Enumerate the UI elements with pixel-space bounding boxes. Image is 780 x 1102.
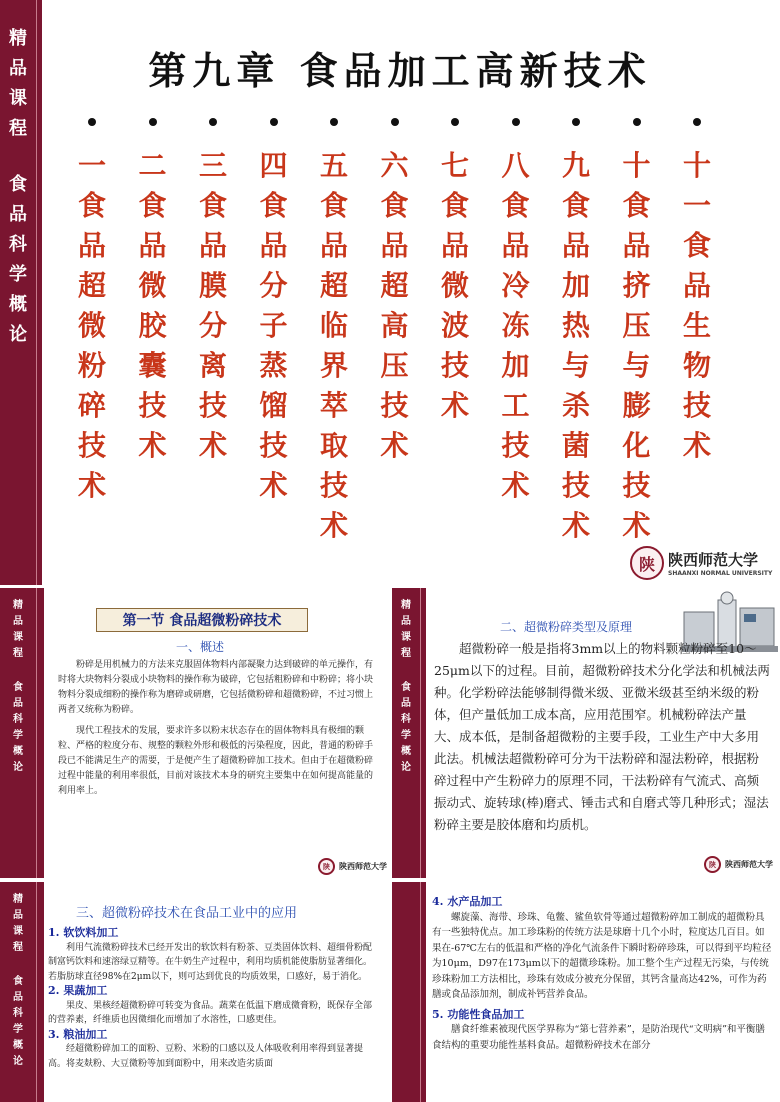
topic-label: 七 食 品 微 波 技 术: [440, 149, 469, 422]
topic-label: 九 食 品 加 热 与 杀 菌 技 术: [561, 149, 590, 542]
topic-label: 二 食 品 微 胶 囊 技 术: [138, 149, 167, 462]
university-name-en: SHAANXI NORMAL UNIVERSITY: [668, 570, 773, 577]
bullet-dot-icon: [149, 118, 157, 126]
chapter-title: 第九章 食品加工高新技术: [148, 48, 652, 93]
topic-label: 三 食 品 膜 分 离 技 术: [198, 149, 227, 462]
topic-column: [496, 118, 536, 506]
slide-applications-cont: [392, 882, 780, 1102]
bullet-dot-icon: [512, 118, 520, 126]
bullet-dot-icon: [209, 118, 217, 126]
band-course-label: 精 品 课 程: [9, 28, 27, 139]
subsection-heading: 三、超微粉碎技术在食品工业中的应用: [76, 906, 298, 921]
university-logo: 陕 陕西师范大学: [318, 858, 387, 875]
topic-column: [375, 118, 415, 466]
bullet-dot-icon: [451, 118, 459, 126]
subsection-heading: 二、超微粉碎类型及原理: [500, 620, 633, 634]
topic-column: [314, 118, 354, 546]
bullet-dot-icon: [270, 118, 278, 126]
university-seal-icon: 陕: [704, 856, 721, 873]
topic-label: 六 食 品 超 高 压 技 术: [380, 149, 409, 462]
topic-column: [133, 118, 173, 466]
bullet-dot-icon: [330, 118, 338, 126]
topic-column: [556, 118, 596, 546]
topic-column: [254, 118, 294, 506]
topic-column: [72, 118, 112, 506]
university-logo: [630, 546, 772, 580]
applications-body: 1. 软饮料加工 利用气流微粉碎技术已经开发出的软饮料有粉茶、豆类固体饮料、超细骨粉配制富钙饮料和速溶绿豆精等。在牛奶生产过程中，利用均质机能使脂肪显著细化。若脂肪球直径98%在2μm以下，则可达到优良的均质效果，口感好，易于消化。 2. 果蔬加工 果皮、果核经超微粉碎可转变为食品。蔬菜在低温下磨成微膏粉，既保存全部的营养素，纤维质也因微细化而增加了水溶性，口感更佳。 3. 粮油加工 经超微粉碎加工的面粉、豆粉、米粉的口感以及人体吸收利用率得到显著提高。将麦麸粉、大豆微粉等加到面粉中，用来改造劣质面: [48, 926, 373, 1069]
slide-applications: [0, 882, 388, 1102]
slide-types-principles: [392, 588, 780, 878]
side-band: 精 品 课 程 食 品 科 学 概 论: [0, 588, 44, 878]
topic-column: [435, 118, 475, 426]
university-name-cn: 陕西师范大学: [668, 551, 759, 569]
topic-column: [677, 118, 717, 466]
side-band: 精 品 课 程 食 品 科 学 概 论: [0, 882, 44, 1102]
section-body: 粉碎是用机械力的方法来克服固体物料内部凝聚力达到破碎的单元操作，有时将大块物料分裂成小块物料的操作称为破碎，它包括粗粉碎和中粉碎；将小块物料分裂成细粉的操作称为磨碎或研磨，它包括微粉碎和超微粉碎，不过习惯上两者又统称为粉碎。 现代工程技术的发展，要求许多以粉末状态存在的固体物料具有极细的颗粒、严格的粒度分布、规整的颗粒外形和极低的污染程度，因此，普通的粉碎手段已不能满足生产的需要，于是便产生了超微粉碎加工技术。但由于在超微粉碎过程中能量的利用率很低，目前对该技术本身的研究主要集中在如何提高能量的利用率上。: [58, 660, 374, 796]
topic-column: [617, 118, 657, 546]
topic-label: 一 食 品 超 微 粉 碎 技 术: [77, 149, 106, 502]
side-band: [392, 882, 426, 1102]
bullet-dot-icon: [572, 118, 580, 126]
topic-label: 五 食 品 超 临 界 萃 取 技 术: [319, 149, 348, 542]
university-seal-icon: 陕: [630, 546, 664, 580]
bullet-dot-icon: [391, 118, 399, 126]
topic-column: [193, 118, 233, 466]
bullet-dot-icon: [693, 118, 701, 126]
applications-body-cont: 4. 水产品加工 螺旋藻、海带、珍珠、龟鳖、鲨鱼软骨等通过超微粉碎加工制成的超微粉具有一些独特优点。加工珍珠粉的传统方法是球磨十几个小时，粒度达几百目。如果在-67℃左右的低温和严格的净化气流条件下瞬时粉碎珍珠，可以得到平均粒径为10μm，D97在173μm以下的超微珍珠粉。加工整个生产过程无污染，与传统珍珠粉加工方法相比，珍珠有效成分被充分保留，其钙含量高达42%，可作为药膳或食品添加剂，制成补钙营养食品。 5. 功能性食品加工 膳食纤维素被现代医学界称为“第七营养素”，是防治现代“文明病”和平衡膳食结构的重要功能性基料食品。超微粉碎技术在部分: [432, 895, 772, 1051]
university-seal-icon: 陕: [318, 858, 335, 875]
section-heading: 第一节 食品超微粉碎技术: [96, 608, 308, 632]
topic-label: 十 一 食 品 生 物 技 术: [682, 149, 711, 462]
slide-section-intro: [0, 588, 388, 878]
types-body: 超微粉碎一般是指将3mm以上的物料颗粒粉碎至10～25μm以下的过程。目前，超微粉碎技术分化学法和机械法两种。化学粉碎法能够制得微米级、亚微米级甚至纳米级的粉体，但产量低加工成本高，应用范围窄。机械粉碎法产量大、成本低，是制备超微粉的主要手段，工业生产中大多用此法。机械法超微粉碎可分为干法粉碎和湿法粉碎，根据粉碎过程中产生粉碎力的原理不同，干法粉碎有气流式、高频振动式、旋转球(棒)磨式、锤击式和自磨式等几种形式；湿法粉碎主要是胶体磨和均质机。: [434, 641, 770, 832]
side-band: [0, 0, 42, 585]
bullet-dot-icon: [633, 118, 641, 126]
side-band: 精 品 课 程 食 品 科 学 概 论: [392, 588, 426, 878]
bullet-dot-icon: [88, 118, 96, 126]
topic-label: 十 食 品 挤 压 与 膨 化 技 术: [622, 149, 651, 542]
band-subject-label: 食 品 科 学 概 论: [9, 174, 27, 345]
university-logo: 陕 陕西师范大学: [704, 856, 773, 873]
topic-label: 八 食 品 冷 冻 加 工 技 术: [501, 149, 530, 502]
topic-label: 四 食 品 分 子 蒸 馏 技 术: [259, 149, 288, 502]
subsection-heading: 一、概述: [176, 640, 225, 654]
